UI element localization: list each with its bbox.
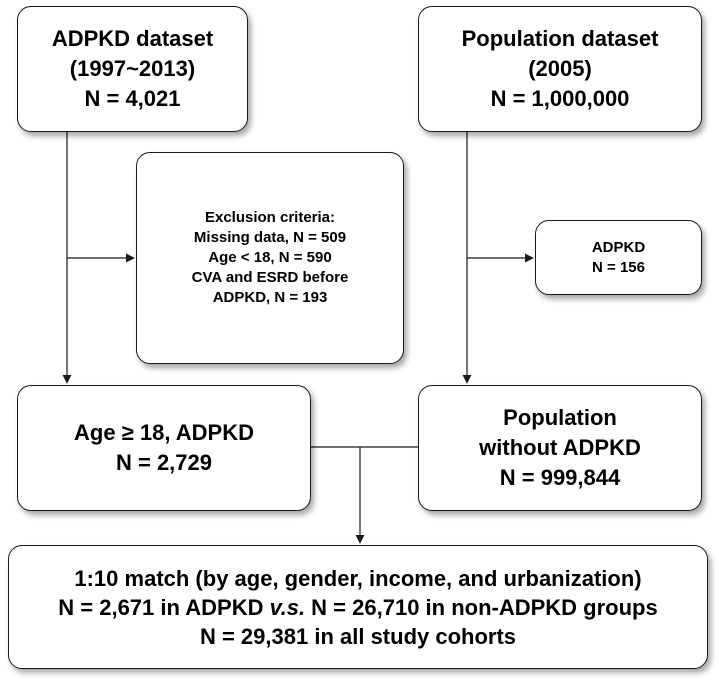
population-dataset-box bbox=[418, 6, 702, 132]
exclusion-age: Age < 18, N = 590 bbox=[208, 249, 332, 266]
population-without-count: N = 999,844 bbox=[499, 465, 621, 490]
population-without-adpkd-box bbox=[418, 385, 702, 511]
adpkd-dataset-years: (1997~2013) bbox=[69, 56, 196, 81]
match-group-counts bbox=[58, 593, 657, 622]
exclusion-title: Exclusion criteria: bbox=[204, 209, 336, 226]
population-dataset-year: (2005) bbox=[528, 56, 592, 81]
population-without-line1: Population bbox=[503, 405, 617, 430]
matching-box bbox=[8, 545, 708, 669]
adpkd-dataset-box bbox=[17, 6, 248, 132]
population-dataset-title: Population dataset bbox=[461, 26, 659, 51]
match-total: N = 29,381 in all study cohorts bbox=[199, 623, 517, 649]
age-adpkd-box bbox=[17, 385, 311, 511]
exclusion-cva-esrd-count: ADPKD, N = 193 bbox=[212, 289, 328, 306]
population-dataset-count: N = 1,000,000 bbox=[490, 86, 630, 111]
match-vs: v.s. bbox=[269, 594, 306, 620]
match-adpkd-count: N = 2,671 in ADPKD bbox=[58, 594, 270, 620]
population-without-line2: without ADPKD bbox=[479, 435, 641, 460]
match-criteria: 1:10 match (by age, gender, income, and urbanization) bbox=[74, 565, 642, 591]
age-adpkd-count: N = 2,729 bbox=[115, 450, 212, 475]
adpkd-dataset-title: ADPKD dataset bbox=[51, 26, 214, 51]
adpkd-in-population-box bbox=[535, 220, 702, 295]
exclusion-cva-esrd: CVA and ESRD before bbox=[191, 269, 349, 286]
adpkd-in-population-count: N = 156 bbox=[592, 258, 645, 276]
adpkd-dataset-count: N = 4,021 bbox=[84, 86, 181, 111]
exclusion-missing-data: Missing data, N = 509 bbox=[193, 229, 347, 246]
exclusion-criteria-box bbox=[136, 152, 404, 364]
adpkd-in-population-label: ADPKD bbox=[591, 238, 646, 256]
match-non-adpkd-count: N = 26,710 in non-ADPKD groups bbox=[305, 594, 658, 620]
age-adpkd-label: Age ≥ 18, ADPKD bbox=[74, 420, 254, 445]
